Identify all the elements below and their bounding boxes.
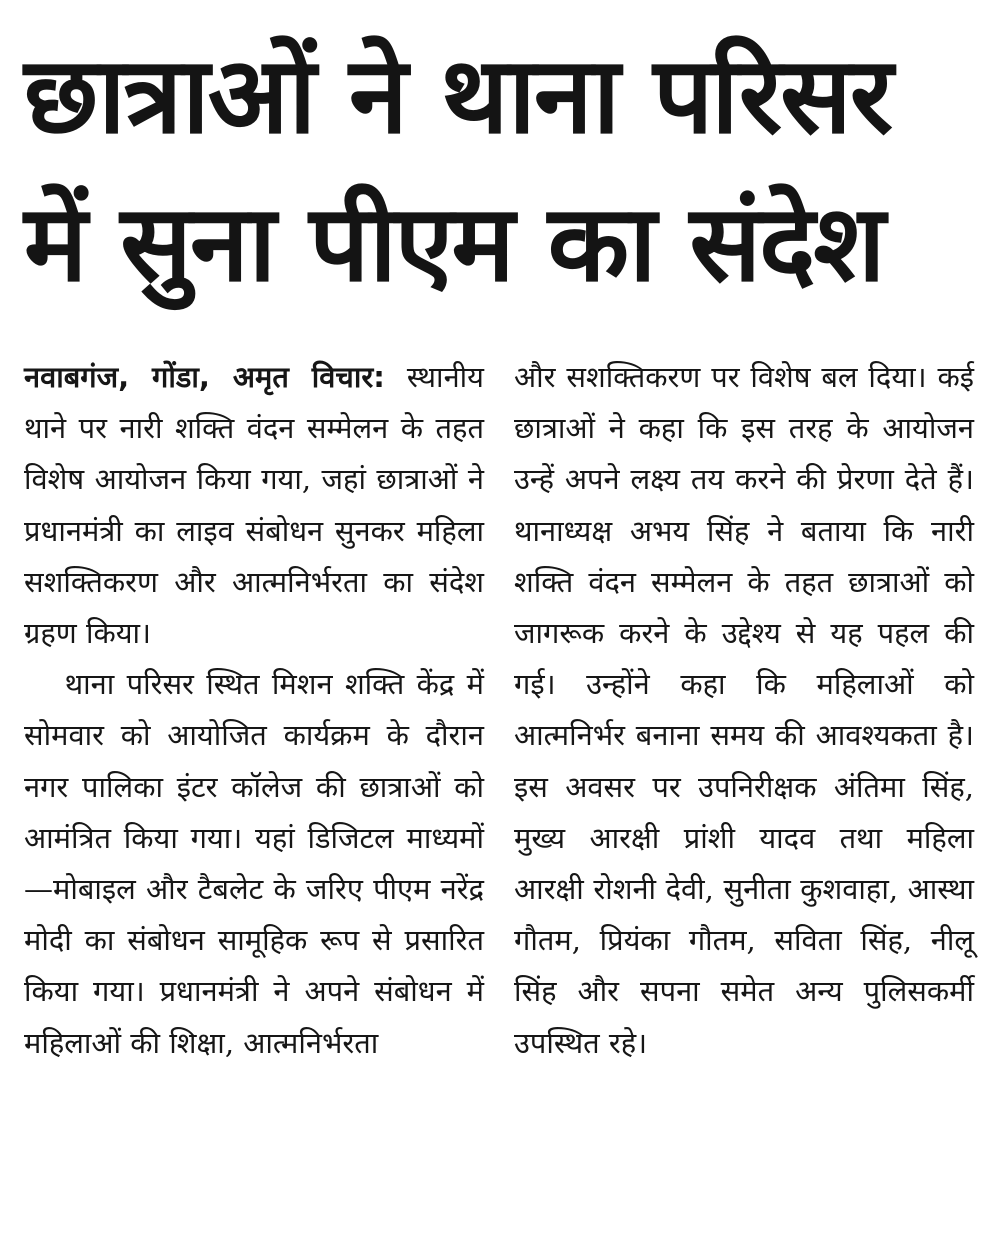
headline bbox=[24, 22, 974, 318]
headline-line-2: में सुना पीएम का संदेश bbox=[24, 182, 884, 305]
paragraph-3: और सशक्तिकरण पर विशेष बल दिया। कई छात्राओं ने कहा कि इस तरह के आयोजन उन्हें अपने लक्ष्य तय करने की प्रेरणा देते हैं। थानाध्यक्ष अभय सिंह ने बताया कि नारी शक्ति वंदन सम्मेलन के तहत छात्राओं को जागरूक करने के उद्देश्य से यह पहल की गई। उन्होंने कहा कि महिलाओं को आत्मनिर्भर बनाना समय की आवश्यकता है। इस अवसर पर उपनिरीक्षक अंतिमा सिंह, मुख्य आरक्षी प्रांशी यादव तथा महिला आरक्षी रोशनी देवी, सुनीता कुशवाहा, आस्था गौतम, प्रियंका गौतम, सविता सिंह, नीलू सिंह और सपना समेत अन्य पुलिसकर्मी उपस्थित रहे। bbox=[514, 360, 974, 1060]
column-left bbox=[24, 352, 484, 1069]
article-body bbox=[24, 352, 974, 1069]
column-right bbox=[514, 352, 974, 1069]
paragraph-1-text: स्थानीय थाने पर नारी शक्ति वंदन सम्मेलन के तहत विशेष आयोजन किया गया, जहां छात्राओं ने प्रधानमंत्री का लाइव संबोधन सुनकर महिला सशक्तिकरण और आत्मनिर्भरता का संदेश ग्रहण किया। bbox=[24, 360, 484, 651]
paragraph-2: थाना परिसर स्थित मिशन शक्ति केंद्र में सोमवार को आयोजित कार्यक्रम के दौरान नगर पालिका इंटर कॉलेज की छात्राओं को आमंत्रित किया गया। यहां डिजिटल माध्यमों—मोबाइल और टैबलेट के जरिए पीएम नरेंद्र मोदी का संबोधन सामूहिक रूप से प्रसारित किया गया। प्रधानमंत्री ने अपने संबोधन में महिलाओं की शिक्षा, आत्मनिर्भरता bbox=[24, 667, 484, 1060]
headline-line-1: छात्राओं ने थाना परिसर bbox=[24, 34, 892, 157]
paragraph-intro bbox=[24, 352, 484, 659]
dateline: नवाबगंज, गोंडा, अमृत विचार: bbox=[24, 360, 385, 394]
